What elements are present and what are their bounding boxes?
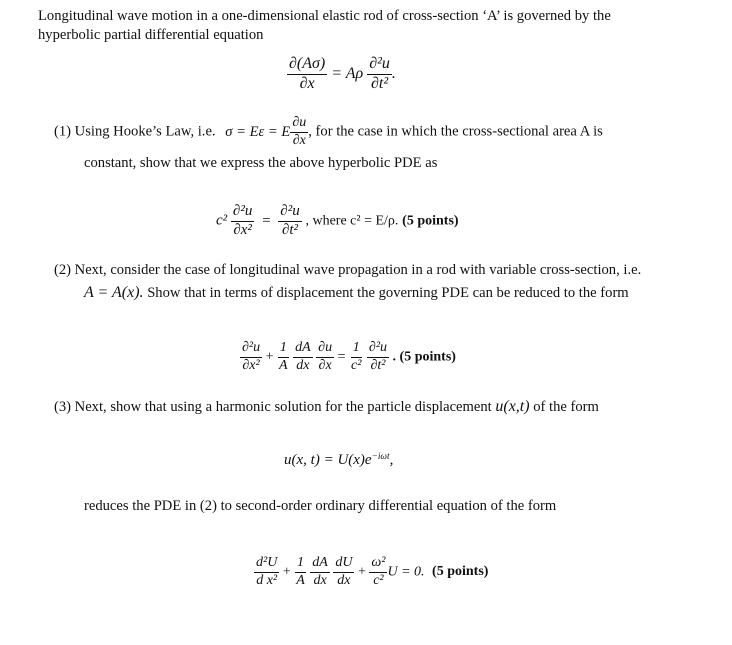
q2-t2a-den: A xyxy=(279,357,288,373)
q3-plus-1: + xyxy=(282,564,291,580)
q1-wave-equation xyxy=(216,204,459,239)
q3-solution-exponent: −iωt xyxy=(371,451,390,462)
q2-plus: + xyxy=(265,349,274,365)
q2-line-1: (2) Next, consider the case of longitudinal wave propagation in a rod with variable cross-section, i.e. xyxy=(54,262,642,278)
q3-line-2: reduces the PDE in (2) to second-order ordinary differential equation of the form xyxy=(84,498,557,514)
q2-line-2-text: Show that in terms of displacement the governing PDE can be reduced to the form xyxy=(147,285,629,301)
q2-t3b-num: ∂²u xyxy=(367,341,389,358)
main-lhs-numerator: ∂(Aσ) xyxy=(287,56,327,75)
q2-t2b-num: dA xyxy=(293,341,313,358)
q3-harmonic-solution xyxy=(284,452,393,469)
q2-equals: = xyxy=(337,349,346,365)
q2-line-2 xyxy=(84,285,629,301)
q1-rhs-num: ∂²u xyxy=(278,204,301,222)
q3-solution-end: , xyxy=(389,452,394,468)
main-mid: = Aρ xyxy=(331,64,364,82)
main-rhs-denominator: ∂t² xyxy=(370,74,389,92)
q3-o5-num: ω² xyxy=(369,556,387,573)
q3-ode-equation xyxy=(254,556,488,588)
q1-rhs-den: ∂t² xyxy=(281,221,299,238)
intro-line-2: hyperbolic partial differential equation xyxy=(38,27,264,43)
q1-prefix: (1) Using Hooke’s Law, i.e. xyxy=(54,123,216,140)
q1-points: (5 points) xyxy=(402,213,459,229)
q1-c2: c² xyxy=(216,212,228,229)
q3-o5-den: c² xyxy=(373,572,384,588)
q1-suffix: , for the case in which the cross-sectional area A is xyxy=(308,123,603,140)
q1-line-2: constant, show that we express the above hyperbolic PDE as xyxy=(84,155,438,171)
q3-o2-den: A xyxy=(296,572,305,588)
q2-t1-num: ∂²u xyxy=(240,341,262,358)
q3-solution: u(x, t) = U(x)e xyxy=(284,452,372,468)
q1-line-1 xyxy=(54,116,603,148)
q3-o1-den: d x² xyxy=(256,572,278,588)
q2-t3b-den: ∂t² xyxy=(370,357,386,373)
q1-equals: = xyxy=(262,212,271,229)
q3-line-1-end: of the form xyxy=(533,399,599,415)
q3-line-1 xyxy=(54,399,599,415)
main-rhs-numerator: ∂²u xyxy=(367,56,392,75)
q2-t2a-num: 1 xyxy=(278,341,289,358)
q3-o3-num: dA xyxy=(310,556,330,573)
q3-o1-num: d²U xyxy=(254,556,279,573)
q2-t3a-den: c² xyxy=(350,357,362,373)
main-end: . xyxy=(391,64,396,82)
q2-t2c-num: ∂u xyxy=(316,341,334,358)
q1-where: , where c² = E/ρ. xyxy=(305,213,399,229)
main-lhs-denominator: ∂x xyxy=(299,74,315,92)
q2-equation xyxy=(240,341,456,373)
q2-t1-den: ∂x² xyxy=(242,357,260,373)
q3-ode-tail: U = 0. xyxy=(387,564,425,580)
q2-t2b-den: dx xyxy=(296,357,310,373)
q1-hooke-math: σ = Eε = E xyxy=(225,123,291,140)
q2-area-math: A = A(x). xyxy=(84,284,144,301)
q3-line-1-text: (3) Next, show that using a harmonic solution for the particle displacement xyxy=(54,399,492,415)
q1-hooke-num: ∂u xyxy=(290,116,308,133)
q1-lhs-num: ∂²u xyxy=(231,204,254,222)
q3-o4-den: dx xyxy=(337,572,351,588)
q2-t3a-num: 1 xyxy=(351,341,362,358)
q3-displacement-math: u(x,t) xyxy=(495,398,530,415)
q3-o2-num: 1 xyxy=(295,556,306,573)
q3-plus-2: + xyxy=(357,564,366,580)
q1-lhs-den: ∂x² xyxy=(233,221,252,238)
main-equation xyxy=(287,56,396,93)
q3-o3-den: dx xyxy=(313,572,327,588)
q1-hooke-den: ∂x xyxy=(292,132,306,148)
q3-points: (5 points) xyxy=(432,564,489,580)
q3-o4-num: dU xyxy=(333,556,354,573)
q2-t2c-den: ∂x xyxy=(318,357,332,373)
q2-points: . (5 points) xyxy=(392,349,456,365)
intro-line-1: Longitudinal wave motion in a one-dimensional elastic rod of cross-section ‘A’ is governed by the xyxy=(38,8,611,24)
